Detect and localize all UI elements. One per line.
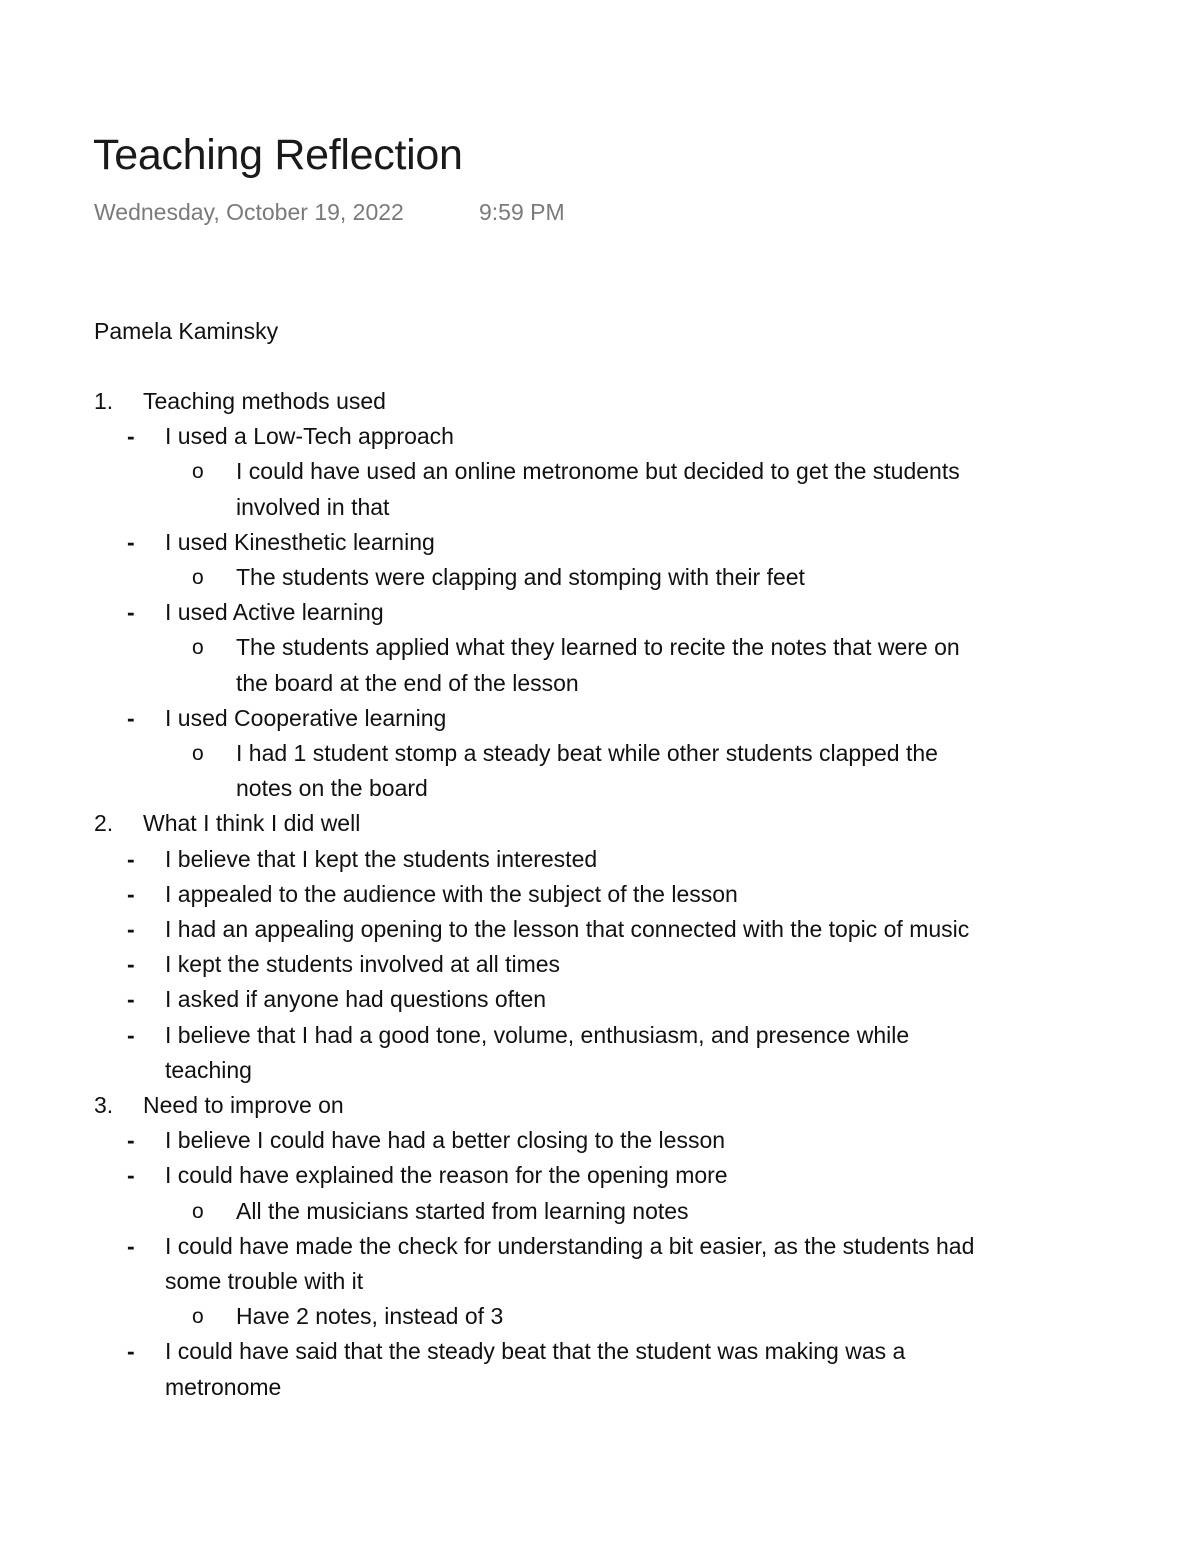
bullet-text: I could have explained the reason for the opening more [165,1162,728,1189]
section-heading: What I think I did well [143,810,361,837]
bullet-dash: - [127,880,135,907]
section-heading: Teaching methods used [143,388,386,414]
bullet-dash: - [127,1338,135,1365]
bullet-dash: - [127,986,135,1013]
bullet-text: I believe that I kept the students interested [165,845,598,872]
bullet-text: I appealed to the audience with the subject of the lesson [165,880,738,907]
section-number: 2. [94,810,114,837]
sub-bullet-text: All the musicians started from learning notes [236,1197,689,1224]
bullet-dash: - [127,916,135,942]
sub-bullet-text: Have 2 notes, instead of 3 [236,1303,504,1330]
bullet-text: I kept the students involved at all times [165,951,561,978]
section-number: 3. [94,1092,114,1118]
sub-bullet-text: notes on the board [236,775,428,802]
bullet-text: I used Kinesthetic learning [165,528,435,555]
note-date: Wednesday, October 19, 2022 [94,199,404,225]
sub-bullet-circle: o [192,1199,204,1223]
bullet-text: I believe I could have had a better closing to the lesson [165,1127,726,1154]
bullet-text: I believe that I had a good tone, volume, enthusiasm, and presence while [165,1021,910,1048]
bullet-text: teaching [165,1056,252,1083]
bullet-text: I used a Low-Tech approach [165,423,454,450]
sub-bullet-text: involved in that [236,493,390,520]
sub-bullet-text: The students were clapping and stomping with their feet [236,564,805,590]
bullet-text: I asked if anyone had questions often [165,986,547,1013]
author-name: Pamela Kaminsky [94,318,279,344]
bullet-text: I used Cooperative learning [165,704,447,731]
section-heading: Need to improve on [143,1092,344,1118]
sub-bullet-text: the board at the end of the lesson [236,669,579,696]
bullet-dash: - [127,528,135,555]
bullet-dash: - [127,1127,135,1154]
bullet-text: some trouble with it [165,1268,364,1294]
sub-bullet-text: I could have used an online metronome but decided to get the students [236,458,960,485]
bullet-text: I used Active learning [165,599,384,626]
sub-bullet-circle: o [192,742,204,765]
bullet-dash: - [127,704,135,731]
section-number: 1. [94,388,114,414]
page-title: Teaching Reflection [93,131,463,179]
sub-bullet-circle: o [192,460,204,484]
sub-bullet-text: The students applied what they learned to recite the notes that were on [236,634,960,661]
sub-bullet-circle: o [192,566,204,589]
bullet-dash: - [127,599,135,626]
bullet-dash: - [127,1232,135,1259]
bullet-text: I could have made the check for understanding a bit easier, as the students had [165,1232,975,1259]
bullet-text: I had an appealing opening to the lesson that connected with the topic of music [165,916,970,942]
sub-bullet-circle: o [192,1305,204,1329]
bullet-dash: - [127,1021,135,1048]
bullet-dash: - [127,845,135,872]
bullet-text: metronome [165,1373,282,1400]
note-time: 9:59 PM [479,199,565,225]
bullet-dash: - [127,1162,135,1189]
sub-bullet-circle: o [192,636,204,660]
bullet-dash: - [127,423,135,450]
bullet-text: I could have said that the steady beat that the student was making was a [165,1338,906,1365]
sub-bullet-text: I had 1 student stomp a steady beat while other students clapped the [236,740,938,766]
bullet-dash: - [127,951,135,978]
